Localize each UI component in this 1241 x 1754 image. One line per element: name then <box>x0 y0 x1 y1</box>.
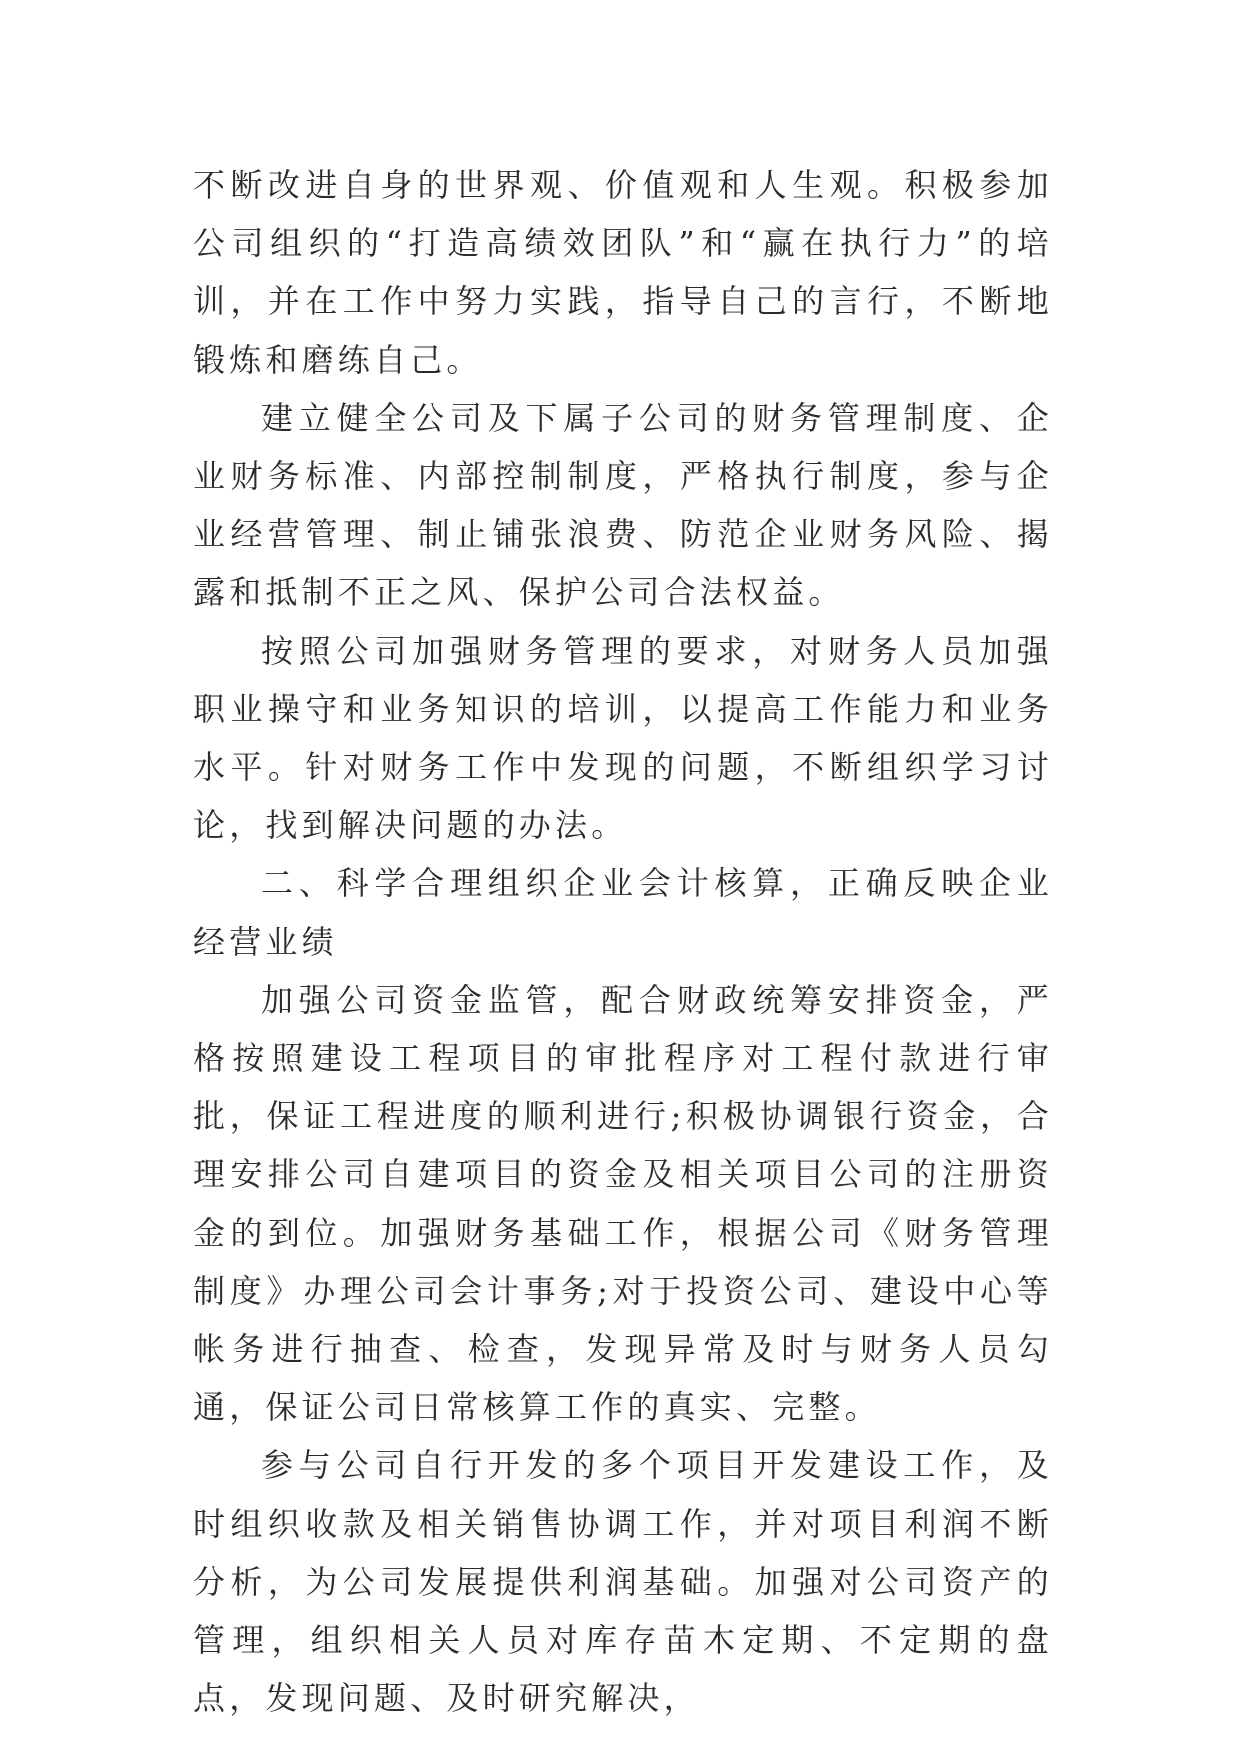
document-body <box>193 156 1053 1727</box>
paragraph-project-development: 参与公司自行开发的多个项目开发建设工作，及时组织收款及相关销售协调工作，并对项目利润不断分析，为公司发展提供利润基础。加强对公司资产的管理，组织相关人员对库存苗木定期、不定期的盘点，发现问题、及时研究解决， <box>193 1446 1053 1718</box>
paragraph-financial-system: 建立健全公司及下属子公司的财务管理制度、企业财务标准、内部控制制度，严格执行制度，参与企业经营管理、制止铺张浪费、防范企业财务风险、揭露和抵制不正之风、保护公司合法权益。 <box>193 398 1053 612</box>
section-heading-accounting: 二、科学合理组织企业会计核算，正确反映企业经营业绩 <box>193 864 1053 961</box>
paragraph-fund-supervision: 加强公司资金监管，配合财政统筹安排资金，严格按照建设工程项目的审批程序对工程付款进行审批，保证工程进度的顺利进行;积极协调银行资金，合理安排公司自建项目的资金及相关项目公司的注册资金的到位。加强财务基础工作，根据公司《财务管理制度》办理公司会计事务;对于投资公司、建设中心等帐务进行抽查、检查，发现异常及时与财务人员勾通，保证公司日常核算工作的真实、完整。 <box>193 980 1053 1427</box>
paragraph-continuation: 不断改进自身的世界观、价值观和人生观。积极参加公司组织的“打造高绩效团队”和“赢在执行力”的培训，并在工作中努力实践，指导自己的言行，不断地锻炼和磨练自己。 <box>193 166 1053 379</box>
paragraph-staff-training: 按照公司加强财务管理的要求，对财务人员加强职业操守和业务知识的培训，以提高工作能力和业务水平。针对财务工作中发现的问题，不断组织学习讨论，找到解决问题的办法。 <box>193 631 1053 845</box>
